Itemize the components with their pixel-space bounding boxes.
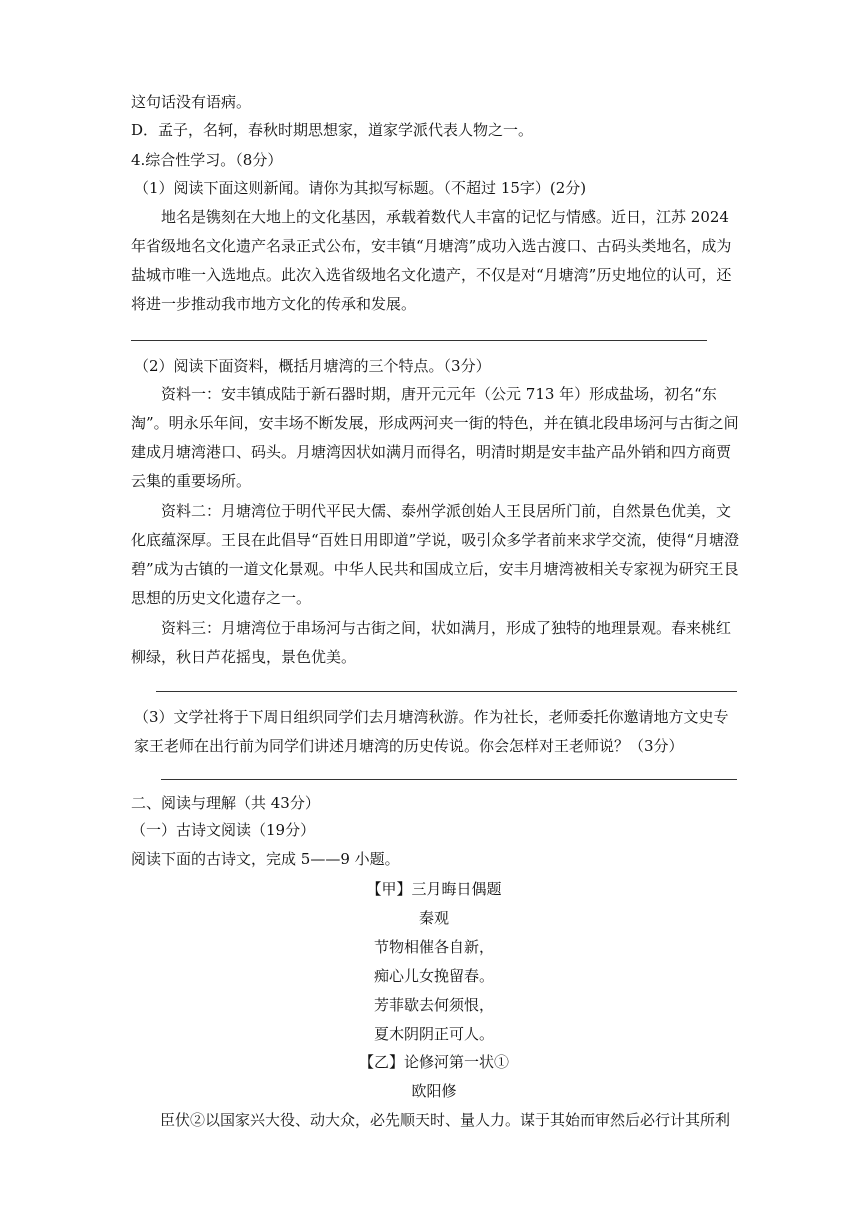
prose-first-line: 臣伏②以国家兴大役、动大众，必先顺天时、量人力。谋于其始而审然后必行计其所利 [160,1111,731,1129]
news-paragraph: 地名是镌刻在大地上的文化基因，承载着数代人丰富的记忆与情感。近日，江苏 2024年省级地名文化遗产名录正式公布，安丰镇“月塘湾”成功入选古渡口、古码头类地名，成为盐城市唯一入选地点。此次入选省级地名文化遗产，不仅是对“月塘湾”历史地位的认可，还将进一步推动我市地方文化的传承和发展。 [131,208,732,313]
material-1: 资料一：安丰镇成陆于新石器时期，唐开元元年（公元 713 年）形成盐场，初名“东淘”。明永乐年间，安丰场不断发展，形成两河夹一街的特色，并在镇北段串场河与古街之间建成月塘湾港口、码头。月塘湾因状如满月而得名，明清时期是安丰盐产品外销和四方商贾云集的重要场所。 [131,385,739,490]
instruction: 阅读下面的古诗文，完成 5——9 小题。 [131,850,400,868]
answer-line-3 [161,779,737,780]
text-line: 这句话没有语病。 [131,93,252,111]
prose-title: 【乙】论修河第一状① [358,1053,509,1071]
poem-line: 夏木阴阴正可人。 [373,1025,494,1043]
poem-title: 【甲】三月晦日偶题 [366,880,502,898]
answer-line-1 [131,340,707,341]
poem-line: 痴心儿女挽留春。 [373,967,494,985]
prose-author: 欧阳修 [411,1082,457,1100]
section-2-heading: 二、阅读与理解（共 43分） [131,794,320,812]
material-3: 资料三：月塘湾位于串场河与古街之间，状如满月，形成了独特的地理景观。春来桃红柳绿，秋日芦花摇曳，景色优美。 [131,619,732,666]
question-4-1: （1）阅读下面这则新闻。请你为其拟写标题。（不超过 15字）(2分) [134,179,587,197]
option-d: D．孟子，名轲，春秋时期思想家，道家学派代表人物之一。 [131,121,534,139]
material-2: 资料二：月塘湾位于明代平民大儒、泰州学派创始人王艮居所门前，自然景色优美，文化底蕴深厚。王艮在此倡导“百姓日用即道”学说，吸引众多学者前来求学交流，使得“月塘澄碧”成为古镇的一道文化景观。中华人民共和国成立后，安丰月塘湾被相关专家视为研究王艮思想的历史文化遗存之一。 [131,502,740,607]
poem-author: 秦观 [418,909,449,927]
question-4-heading: 4.综合性学习。（8分） [131,151,283,169]
poem-line: 节物相催各自新， [373,938,494,956]
question-4-3: （3）文学社将于下周日组织同学们去月塘湾秋游。作为社长，老师委托你邀请地方文史专家王老师在出行前为同学们讲述月塘湾的历史传说。你会怎样对王老师说？（3分） [134,708,729,755]
answer-line-2 [156,691,737,692]
question-4-2: （2）阅读下面资料，概括月塘湾的三个特点。（3分） [134,357,491,375]
poem-line: 芳菲歇去何须恨， [373,996,494,1014]
section-2-1-heading: （一）古诗文阅读（19分） [131,821,316,839]
